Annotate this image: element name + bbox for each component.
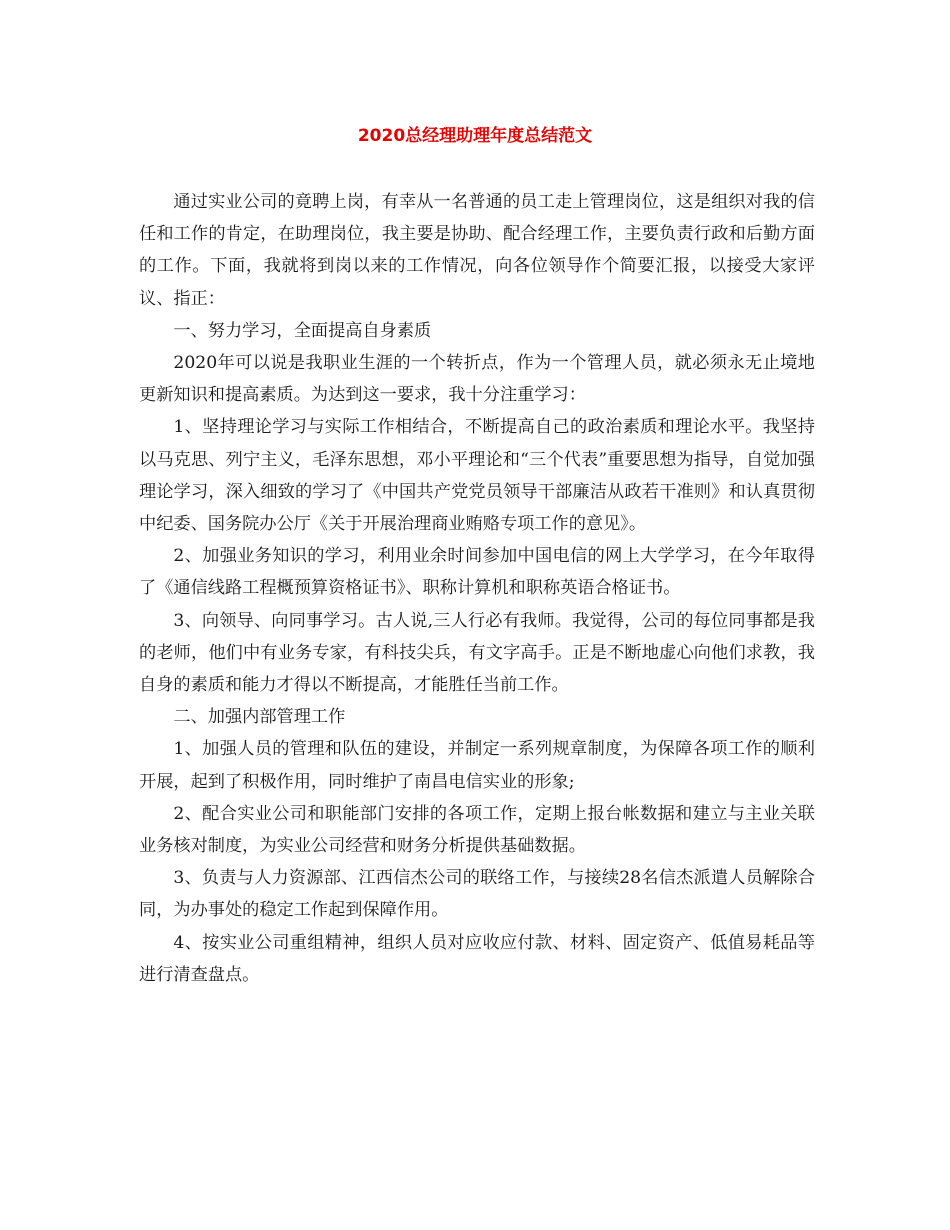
heading-section-1: 一、努力学习，全面提高自身素质: [173, 320, 432, 341]
document-title: 2020总经理助理年度总结范文: [357, 126, 593, 146]
paragraph-section-1-item-3: 3、向领导、向同事学习。古人说,三人行必有我师。我觉得，公司的每位同事都是我的老师，他们中有业务专家，有科技尖兵，有文字高手。正是不断地虚心向他们求教，我自身的素质和能力才得以不断提高，才能胜任当前工作。: [139, 610, 815, 696]
document-body: [139, 186, 815, 991]
paragraph-section-1-intro: 2020年可以说是我职业生涯的一个转折点，作为一个管理人员，就必须永无止境地更新知识和提高素质。为达到这一要求，我十分注重学习：: [139, 353, 815, 406]
paragraph-section-1-item-1: 1、坚持理论学习与实际工作相结合，不断提高自己的政治素质和理论水平。我坚持以马克思、列宁主义，毛泽东思想，邓小平理论和“三个代表”重要思想为指导，自觉加强理论学习，深入细致的学习了《中国共产党党员领导干部廉洁从政若干准则》和认真贯彻中纪委、国务院办公厅《关于开展治理商业贿赂专项工作的意见》。: [139, 417, 815, 535]
heading-section-2: 二、加强内部管理工作: [173, 707, 346, 728]
paragraph-section-1-item-2: 2、加强业务知识的学习，利用业余时间参加中国电信的网上大学学习，在今年取得了《通信线路工程概预算资格证书》、职称计算机和职称英语合格证书。: [139, 546, 815, 599]
paragraph-intro: 通过实业公司的竟聘上岗，有幸从一名普通的员工走上管理岗位，这是组织对我的信任和工作的肯定，在助理岗位，我主要是协助、配合经理工作，主要负责行政和后勤方面的工作。下面，我就将到岗以来的工作情况，向各位领导作个简要汇报，以接受大家评议、指正：: [139, 192, 815, 309]
paragraph-section-2-item-1: 1、加强人员的管理和队伍的建设，并制定一系列规章制度，为保障各项工作的顺利开展，起到了积极作用，同时维护了南昌电信实业的形象;: [139, 739, 815, 792]
paragraph-section-2-item-2: 2、配合实业公司和职能部门安排的各项工作，定期上报台帐数据和建立与主业关联业务核对制度，为实业公司经营和财务分析提供基础数据。: [139, 803, 815, 857]
paragraph-section-2-item-3: 3、负责与人力资源部、江西信杰公司的联络工作，与接续28名信杰派遣人员解除合同，为办事处的稳定工作起到保障作用。: [139, 868, 815, 921]
paragraph-section-2-item-4: 4、按实业公司重组精神，组织人员对应收应付款、材料、固定资产、低值易耗品等进行清查盘点。: [139, 932, 815, 985]
